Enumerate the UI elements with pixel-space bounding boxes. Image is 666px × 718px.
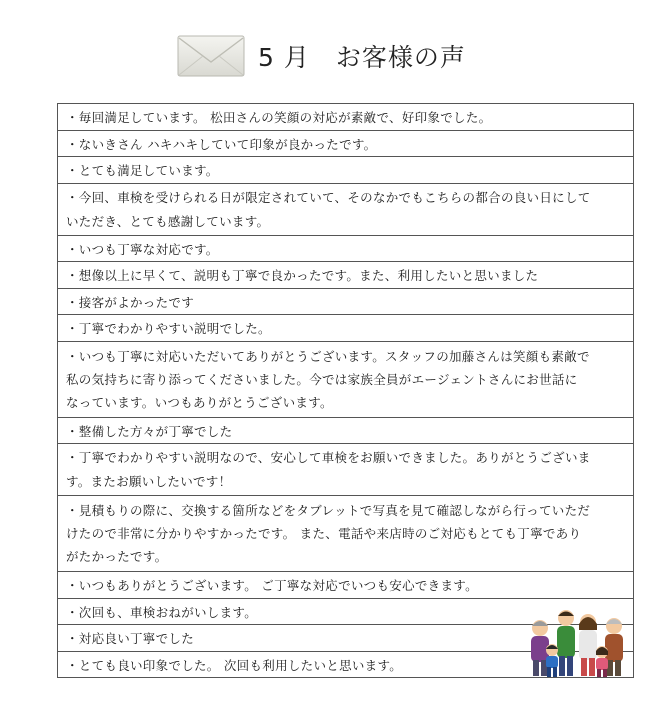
comment-row: ・丁寧でわかりやすい説明でした。: [57, 315, 634, 342]
comment-row: ・いつも丁寧な対応です。: [57, 236, 634, 263]
page-title: 5 月 お客様の声: [258, 43, 466, 72]
comment-row: ・いつも丁寧に対応いただいてありがとうございます。スタッフの加藤さんは笑顔も素敵で 私の気持ちに寄り添ってくださいました。今では家族全員がエージェントさんにお世話に なっています。いつもありがとうございます。: [57, 342, 634, 418]
comment-row: ・今回、車検を受けられる日が限定されていて、そのなかでもこちらの都合の良い日にして いただき、とても感謝しています。: [57, 184, 634, 236]
comment-row: ・見積もりの際に、交換する箇所などをタブレットで写真を見て確認しながら行っていただ けたので非常に分かりやすかったです。 また、電話や来店時のご対応もとても丁寧であり がたかったです。: [57, 496, 634, 572]
page-header: [0, 28, 666, 84]
comment-row: ・接客がよかったです: [57, 289, 634, 316]
comment-row: ・毎回満足しています。 松田さんの笑顔の対応が素敵で、好印象でした。: [57, 104, 634, 131]
comment-row: ・整備した方々が丁寧でした: [57, 418, 634, 445]
comment-row: ・想像以上に早くて、説明も丁寧で良かったです。また、利用したいと思いました: [57, 262, 634, 289]
comment-row: ・とても満足しています。: [57, 157, 634, 184]
comment-row: ・対応良い丁寧でした: [57, 625, 634, 652]
comment-row: ・次回も、車検おねがいします。: [57, 599, 634, 626]
envelope-icon: [176, 32, 248, 80]
comment-row: ・丁寧でわかりやすい説明なので、安心して車検をお願いできました。ありがとうございま す。またお願いしたいです！: [57, 444, 634, 496]
comment-row: ・いつもありがとうございます。 ご丁寧な対応でいつも安心できます。: [57, 572, 634, 599]
family-illustration: [518, 604, 634, 680]
comment-row: ・ないきさん ハキハキしていて印象が良かったです。: [57, 131, 634, 158]
customer-comments-table: [57, 103, 634, 678]
comment-row: ・とても良い印象でした。 次回も利用したいと思います。: [57, 652, 634, 679]
